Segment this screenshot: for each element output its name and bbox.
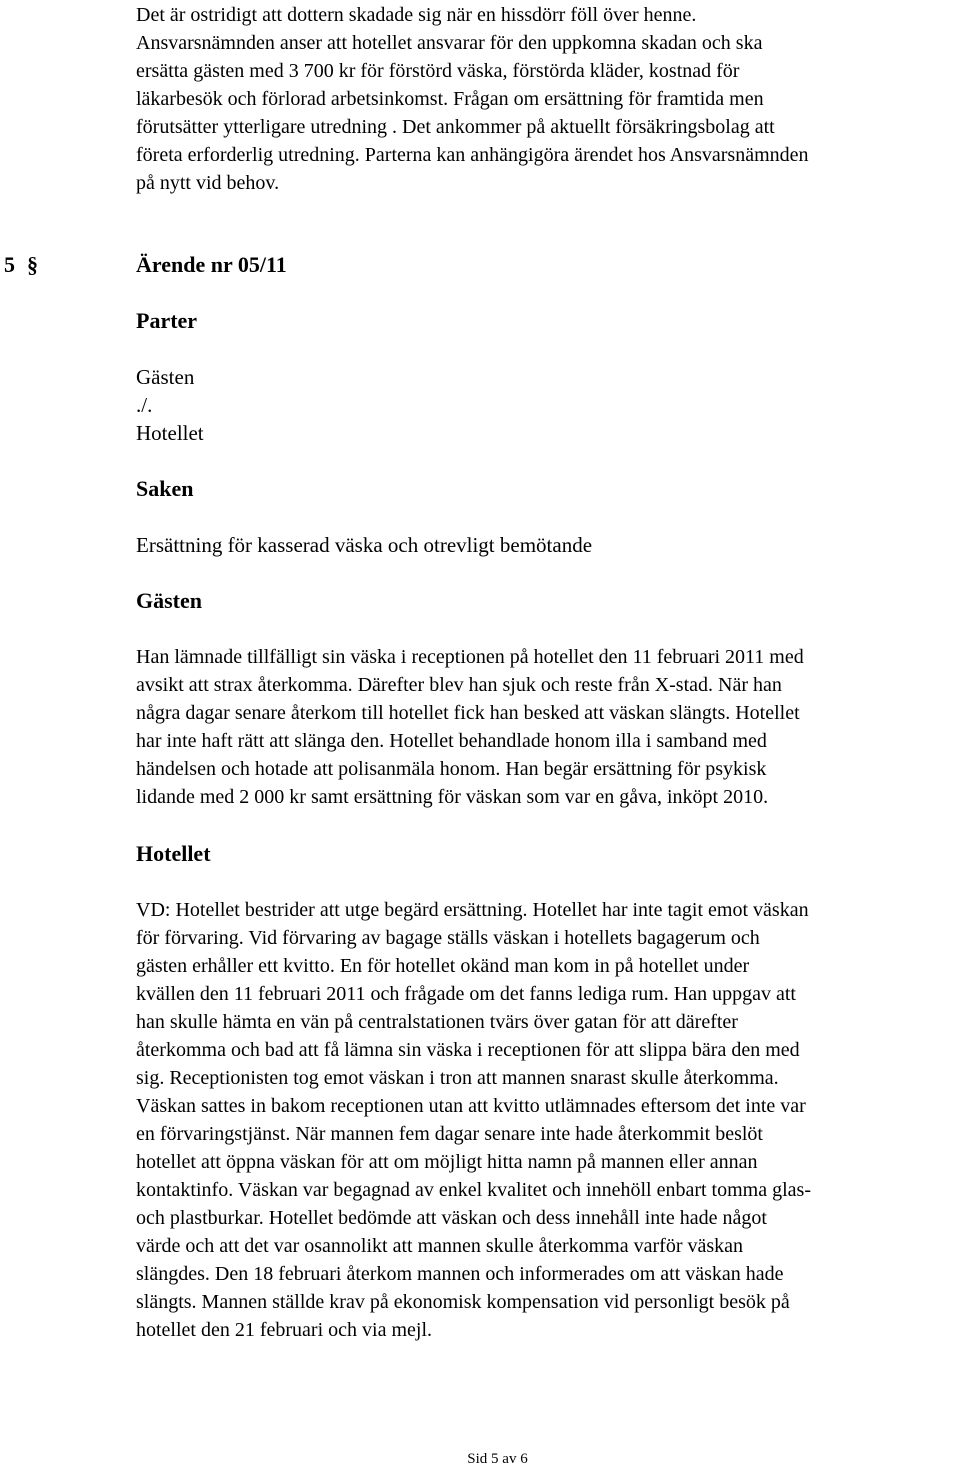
guest-paragraph [136,643,956,811]
hotel-line: Väskan sattes in bakom receptionen utan att kvitto utlämnades eftersom det inte var [136,1095,806,1117]
parter-heading: Parter [136,308,198,333]
intro-line: på nytt vid behov. [136,172,280,194]
guest-line: lidande med 2 000 kr samt ersättning för väskan som var en gåva, inköpt 2010. [136,786,769,808]
guest-line: några dagar senare återkom till hotellet fick han besked att väskan slängts. Hotellet [136,702,800,724]
guest-line: händelsen och hotade att polisanmäla honom. Han begär ersättning för psykisk [136,758,767,780]
hotel-line: och plastburkar. Hotellet bedömde att väskan och dess innehåll inte hade något [136,1207,767,1229]
hotel-paragraph [136,896,956,1344]
hotel-line: hotellet att öppna väskan för att om möjligt hitta namn på mannen eller annan [136,1151,758,1173]
page-footer [0,1450,960,1468]
hotel-line: värde och att det var osannolikt att mannen skulle återkomma varför väskan [136,1235,744,1257]
hotel-line: kontaktinfo. Väskan var begagnad av enkel kvalitet och innehöll enbart tomma glas- [136,1179,811,1201]
hotel-line: återkomma och bad att få lämna sin väska i receptionen för att slippa bära den med [136,1039,800,1061]
hotel-line: slängdes. Den 18 februari återkom mannen och informerades om att väskan hade [136,1263,784,1285]
case-title: Ärende nr 05/11 [136,252,287,277]
hotel-line: en förvaringstjänst. När mannen fem dagar senare inte hade återkommit beslöt [136,1123,763,1145]
hotel-line: gästen erhåller ett kvitto. En för hotellet okänd man kom in på hotellet under [136,955,750,977]
versus-mark: ./. [136,393,153,417]
guest-line: Han lämnade tillfälligt sin väska i receptionen på hotellet den 11 februari 2011 med [136,646,804,668]
saken-text: Ersättning för kasserad väska och otrevligt bemötande [136,533,593,557]
saken-heading: Saken [136,476,194,501]
hotel-heading: Hotellet [136,841,211,866]
hotel-line: slängts. Mannen ställde krav på ekonomisk kompensation vid personligt besök på [136,1291,790,1313]
page-number: Sid 5 av 6 [467,1451,528,1467]
guest-heading: Gästen [136,588,202,613]
party-hotel: Hotellet [136,421,204,445]
hotel-line: hotellet den 21 februari och via mejl. [136,1319,433,1341]
intro-line: företa erforderlig utredning. Parterna kan anhängigöra ärendet hos Ansvarsnämnden [136,144,809,166]
intro-line: förutsätter ytterligare utredning . Det ankommer på aktuellt försäkringsbolag att [136,116,775,138]
section-symbol: § [27,252,38,277]
hotel-line: för förvaring. Vid förvaring av bagage ställs väskan i hotellets bagagerum och [136,927,760,949]
hotel-line: sig. Receptionisten tog emot väskan i tron att mannen snarast skulle återkomma. [136,1067,779,1089]
intro-line: ersätta gästen med 3 700 kr för förstörd väska, förstörda kläder, kostnad för [136,60,740,82]
guest-line: har inte haft rätt att slänga den. Hotellet behandlade honom illa i samband med [136,730,767,752]
guest-line: avsikt att strax återkomma. Därefter blev han sjuk och reste från X-stad. När han [136,674,782,696]
intro-line: Det är ostridigt att dottern skadade sig när en hissdörr föll över henne. [136,4,697,26]
intro-line: Ansvarsnämnden anser att hotellet ansvarar för den uppkomna skadan och ska [136,32,763,54]
intro-paragraph [136,1,956,197]
party-guest: Gästen [136,365,195,389]
hotel-line: VD: Hotellet bestrider att utge begärd ersättning. Hotellet har inte tagit emot väskan [136,899,809,921]
hotel-line: kvällen den 11 februari 2011 och frågade om det fanns lediga rum. Han uppgav att [136,983,796,1005]
intro-line: läkarbesök och förlorad arbetsinkomst. Frågan om ersättning för framtida men [136,88,764,110]
hotel-line: han skulle hämta en vän på centralstationen tvärs över gatan för att därefter [136,1011,738,1033]
case-number: 5 [4,252,15,277]
